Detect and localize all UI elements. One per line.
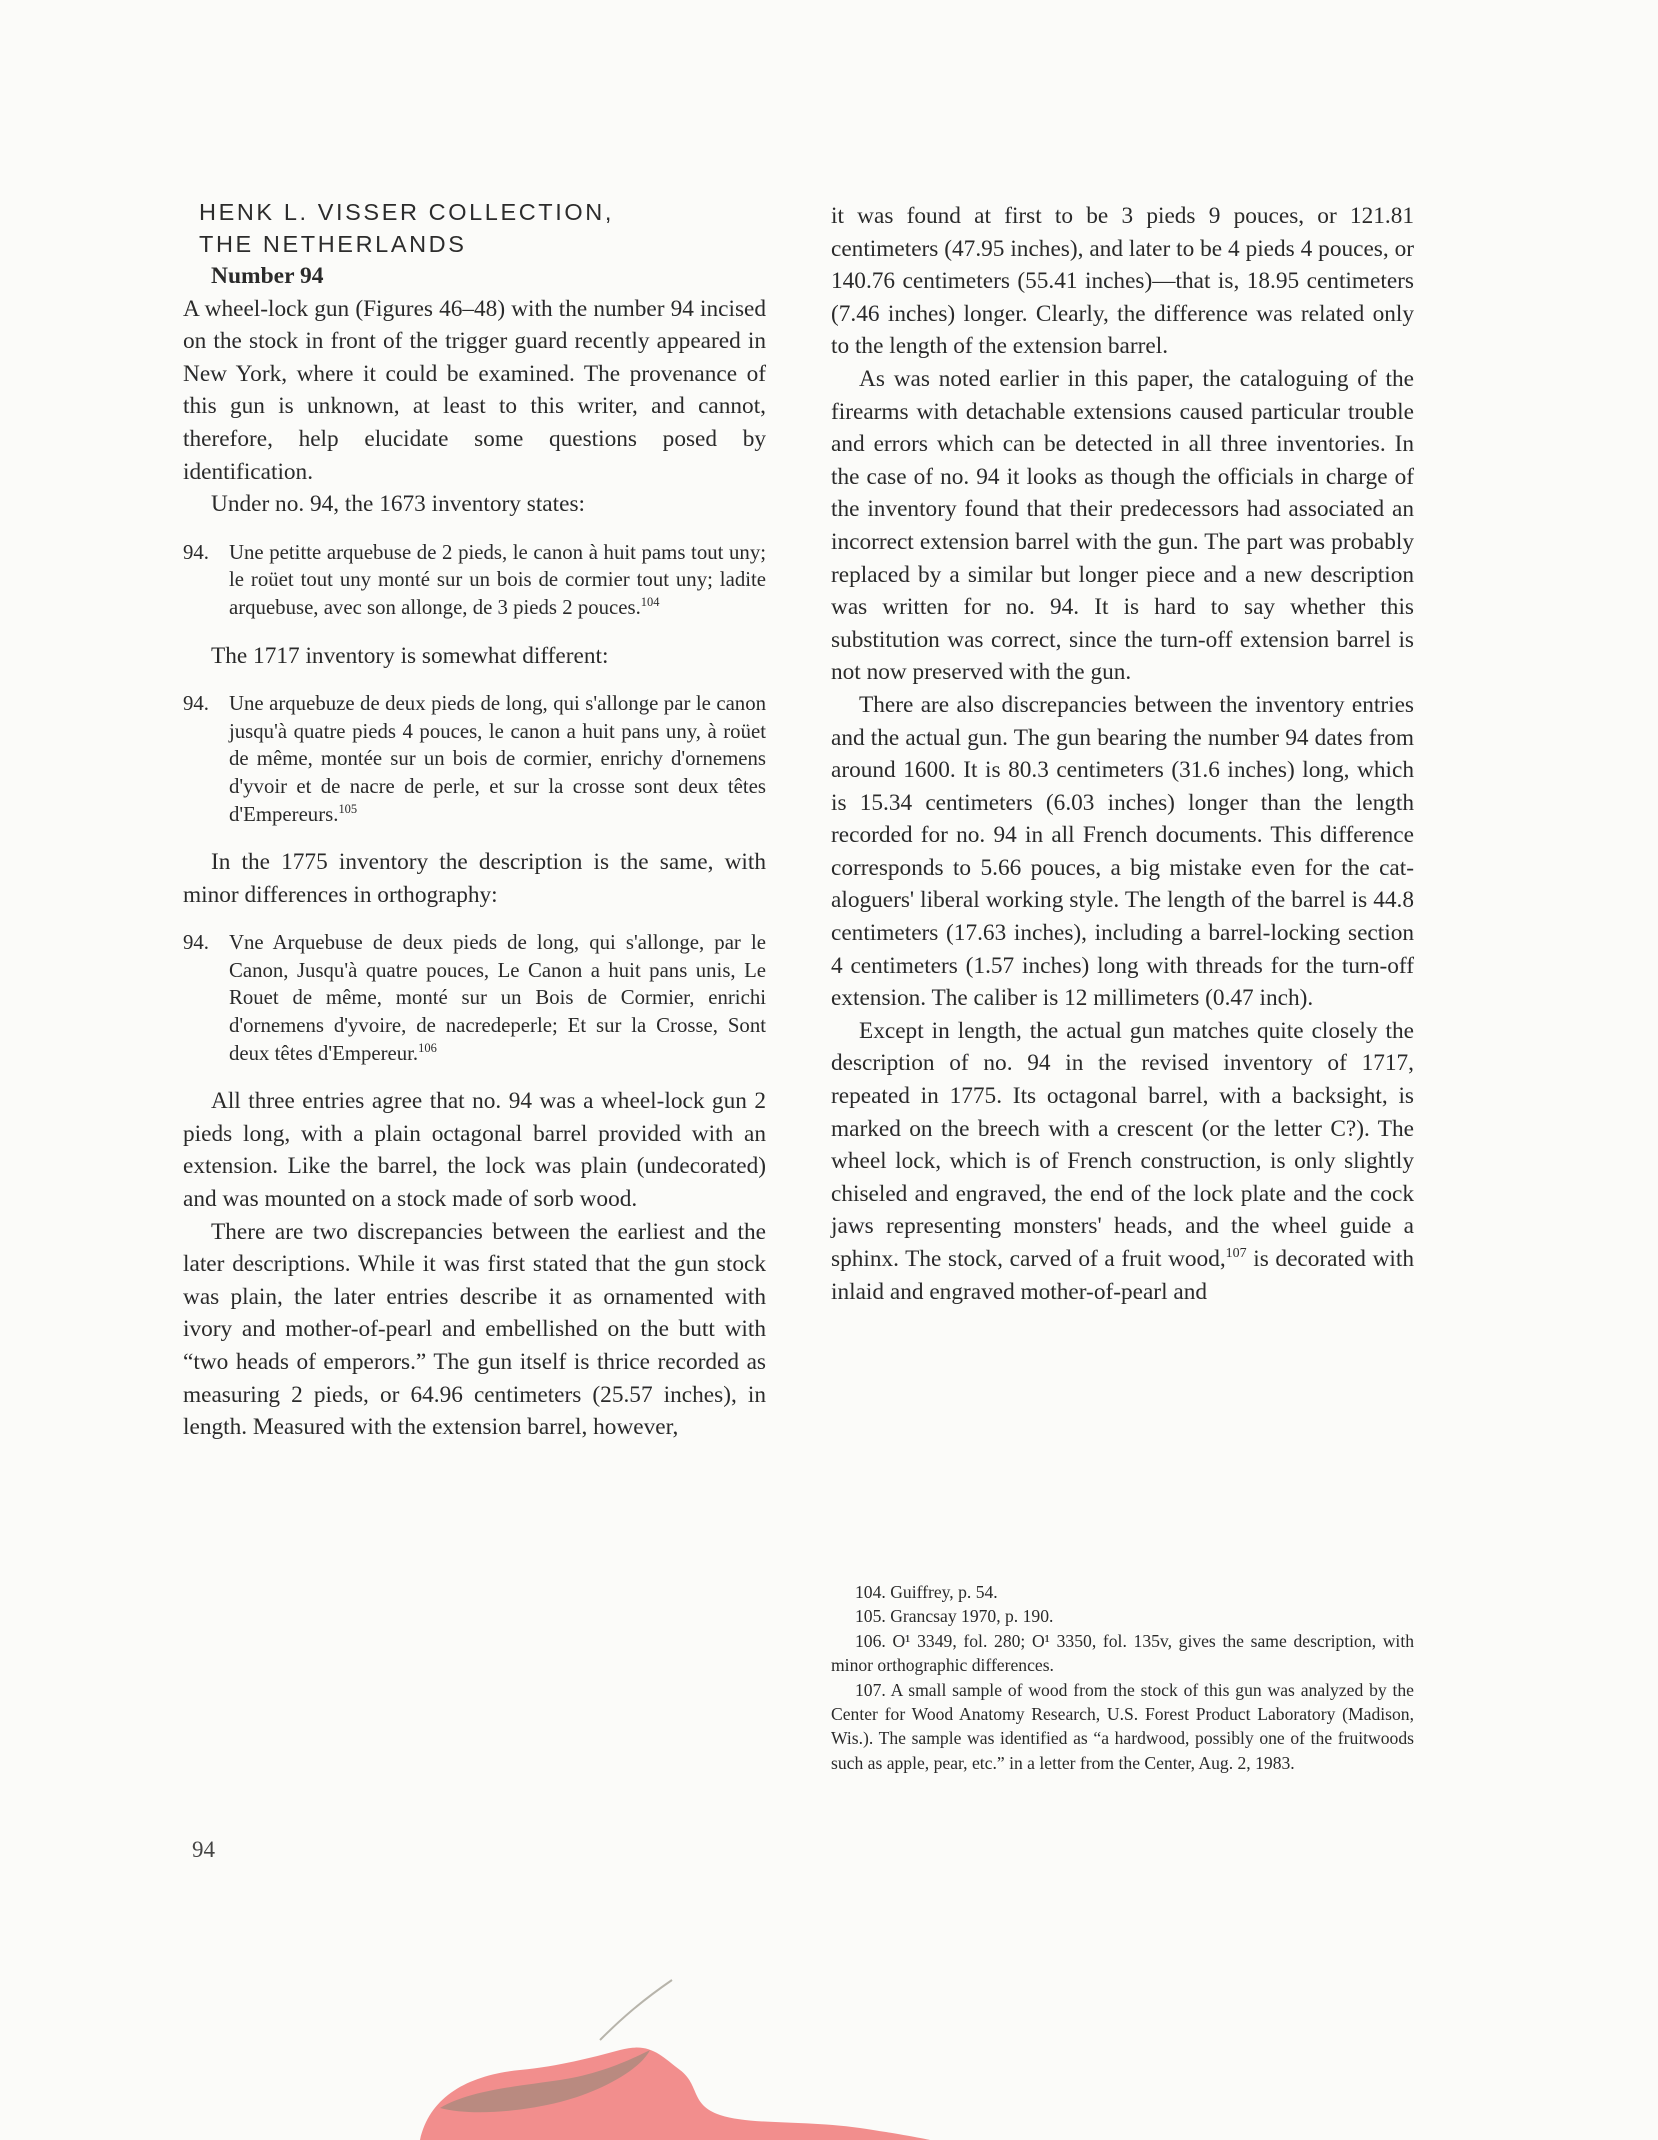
footnote-ref: 104 [640, 595, 660, 610]
inventory-quote-1717 [183, 690, 766, 828]
paragraph: Except in length, the actual gun matches quite closely the description of no. 94 in the revised inventory of 1717, repeated in 1775. Its octagonal barrel, with a backsight, is marked on the breech with a crescent (or the letter C?). The wheel lock, which is of French construction, is only slightly chiseled and engraved, the end of the lock plate and the cock jaws representing monsters' heads, and the wheel guide a sphinx. The stock, carved of a fruit wood,$^{107}$ is decorated with inlaid and engraved mother-of-pearl and [831, 1017, 1414, 1305]
inventory-quote-1775 [183, 929, 766, 1067]
footnote-ref: 107 [1225, 1246, 1247, 1262]
footnote: 105. Grancsay 1970, p. 190. [855, 1606, 1054, 1627]
footnotes [831, 1580, 1414, 1775]
paragraph: In the 1775 inventory the description is the same, with minor differences in orthography: [183, 849, 766, 908]
footnote: 107. A small sample of wood from the stock of this gun was analyzed by the Center for Wood Anatomy Research, U.S. Forest Product Laboratory (Madison, Wis.). The sample was identified as “a hardwood, possibly one of the fruitwoods such as apple, pear, etc.” in a letter from the Center, Aug. 2, 1983. [831, 1679, 1414, 1773]
paragraph: As was noted earlier in this paper, the cataloguing of the firearms with detachable extensions caused particular trouble and errors which can be detected in all three inventories. In the case of no. 94 it looks as though the officials in charge of the inventory found that their predecessors had associated an incorrect extension barrel with the gun. The part was probably replaced by a similar but longer piece and a new description was written for no. 94. It is hard to say whether this substitution was correct, since the turn-off extension barrel is not now preserved with the gun. [831, 365, 1414, 686]
paragraph: All three entries agree that no. 94 was a wheel-lock gun 2 pieds long, with a plain octagonal barrel provided with an extension. Like the barrel, the lock was plain (undecorated) and was mounted on a stock made of sorb wood. [183, 1088, 766, 1213]
quote-text: Vne Arquebuse de deux pieds de long, qui s'allonge, par le Canon, Jusqu'à quatre pouces, Le Canon a huit pans unis, Le Rouet de même, monté sur un Bois de Cormier, enrichi d'ornemens d'yvoire, de nacredeperle; Et sur la Crosse, Sont deux têtes d'Empereur. [229, 931, 766, 1065]
quote-number: 94. [183, 540, 209, 564]
paragraph: There are two discrepancies between the earliest and the later descriptions. While it was first stated that the gun stock was plain, the later entries describe it as ornamented with ivory and mother-of-pearl and embellished on the butt with “two heads of emperors.” The gun itself is thrice recorded as measuring 2 pieds, or 64.96 centimeters (25.57 inches), in length. Measured with the extension barrel, however, [183, 1218, 766, 1441]
quote-number: 94. [183, 692, 209, 716]
paragraph: it was found at first to be 3 pieds 9 pouces, or 121.81 centimeters (47.95 inches), and later to be 4 pieds 4 pouces, or 140.76 centimeters (55.41 inches)—that is, 18.95 centimeters (7.46 inches) longer. Clearly, the difference was related only to the length of the extension barrel. [831, 203, 1414, 360]
paragraph: There are also discrepancies between the inventory entries and the actual gun. The gun bearing the number 94 dates from around 1600. It is 80.3 centimeters (31.6 inches) long, which is 15.34 centimeters (6.03 inches) longer than the length recorded for no. 94 in all French documents. This difference corresponds to 5.66 pouces, a big mistake even for the cataloguers' liberal working style. The length of the barrel is 44.8 centimeters (17.63 inches), including a barrel-locking section 4 centimeters (1.57 inches) long with threads for the turn-off extension. The caliber is 12 millimeters (0.47 inch). [831, 691, 1414, 1012]
page-number: 94 [192, 1837, 215, 1862]
section-title: Number 94 [211, 263, 324, 289]
footnote: 104. Guiffrey, p. 54. [855, 1582, 998, 1602]
heading-line-2: THE NETHERLANDS [199, 231, 467, 257]
quote-text: Une arquebuze de deux pieds de long, qui s'allonge par le canon jusqu'à quatre pieds 4 pouces, le canon a huit pans uny, à roüet de même, montée sur un bois de cormier, enrichy d'ornemens d'yvoir et de nacre de perle, et sur la crosse sont deux têtes d'Empereurs. [229, 692, 766, 826]
paragraph: The 1717 inventory is somewhat different: [211, 642, 609, 669]
quote-number: 94. [183, 931, 209, 955]
footnote: 106. O¹ 3349, fol. 280; O¹ 3350, fol. 135v, gives the same description, with minor orthographic differences. [831, 1630, 1414, 1676]
heading-line-1: HENK L. VISSER COLLECTION, [199, 199, 614, 225]
footnote-ref: 105 [338, 801, 358, 816]
right-column [831, 200, 1414, 1308]
scan-stain-decoration [0, 1880, 1658, 2140]
footnote-ref: 106 [418, 1040, 437, 1055]
inventory-quote-1673 [183, 539, 766, 622]
collection-heading [199, 196, 766, 260]
left-column [183, 196, 766, 1444]
paragraph: Under no. 94, the 1673 inventory states: [211, 491, 585, 518]
stain-streak [600, 1980, 672, 2040]
paragraph: A wheel-lock gun (Figures 46–48) with the number 94 incised on the stock in front of the trigger guard recently appeared in New York, where it could be examined. The provenance of this gun is unknown, at least to this writer, and cannot, therefore, help elucidate some questions posed by identification. [183, 295, 766, 485]
quote-text: Une petitte arquebuse de 2 pieds, le canon à huit pams tout uny; le roüet tout uny monté sur un bois de cormier tout uny; ladite arquebuse, avec son allonge, de 3 pieds 2 pouces. [229, 540, 766, 619]
